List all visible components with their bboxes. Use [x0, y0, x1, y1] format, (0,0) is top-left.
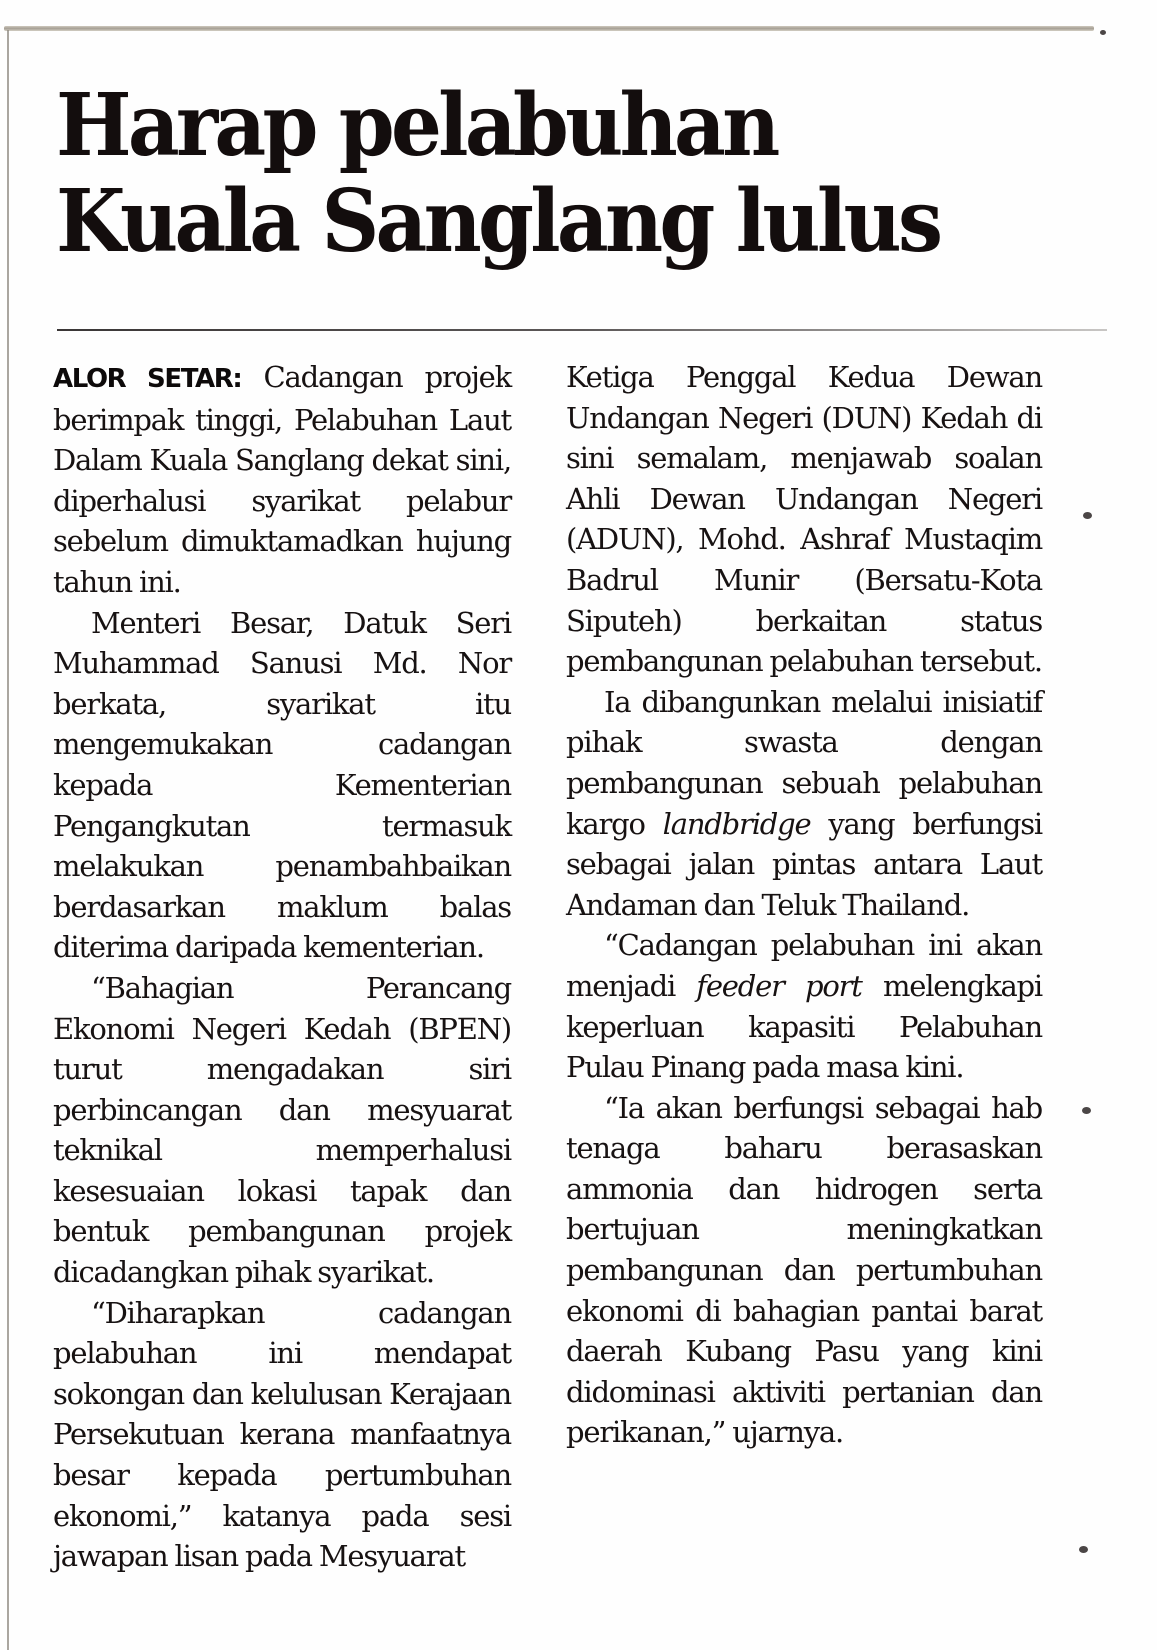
article-column-right — [566, 357, 1042, 1453]
article-column-left — [53, 357, 511, 1577]
paragraph — [566, 925, 1042, 1087]
headline-divider — [57, 329, 1107, 331]
paragraph — [53, 357, 511, 603]
paragraph-text: Cadangan projek berimpak tinggi, Pelabuhan Laut Dalam Kuala Sanglang dekat sini, diperhalusi syarikat pelabur sebelum dimuktamadkan hujung tahun ini. — [53, 360, 511, 599]
paragraph-text: yang berfungsi sebagai jalan pintas antara Laut Andaman dan Teluk Thailand. — [566, 806, 1042, 922]
italic-term: landbridge — [662, 806, 811, 841]
headline-line-1: Harap pelabuhan — [56, 75, 777, 176]
paragraph: “Bahagian Perancang Ekonomi Negeri Kedah (BPEN) turut mengadakan siri perbincangan dan mesyuarat teknikal memperhalusi kesesuaian lokasi tapak dan bentuk pembangunan projek dicadangkan pihak syarikat. — [53, 970, 511, 1290]
dateline: ALOR SETAR: — [53, 364, 242, 394]
paragraph: Menteri Besar, Datuk Seri Muhammad Sanusi Md. Nor berkata, syarikat itu mengemukakan cadangan kepada Kementerian Pengangkutan termasuk melakukan penambahbaikan berdasarkan maklum balas diterima daripada kementerian. — [53, 605, 511, 965]
scan-speck — [1082, 1107, 1091, 1114]
left-border-rule — [7, 30, 9, 1650]
italic-term: feeder port — [696, 968, 862, 1003]
paragraph: “Ia akan berfungsi sebagai hab tenaga baharu berasaskan ammonia dan hidrogen serta bertujuan meningkatkan pembangunan dan pertumbuhan ekonomi di bahagian pantai barat daerah Kubang Pasu yang kini didominasi aktiviti pertanian dan perikanan,” ujarnya. — [566, 1090, 1042, 1450]
paragraph-text: melengkapi keperluan kapasiti Pelabuhan Pulau Pinang pada masa kini. — [566, 968, 1042, 1085]
paragraph-text: “Cadangan pelabuhan ini akan menjadi — [566, 928, 1042, 1003]
scan-speck — [1079, 1546, 1088, 1553]
headline-line-2: Kuala Sanglang lulus — [56, 171, 940, 272]
paragraph — [566, 682, 1042, 926]
paragraph-text: Ia dibangunkan melalui inisiatif pihak swasta dengan pembangunan sebuah pelabuhan kargo — [566, 684, 1042, 841]
headline — [56, 75, 940, 272]
scan-speck — [1083, 512, 1092, 519]
paragraph: Ketiga Penggal Kedua Dewan Undangan Negeri (DUN) Kedah di sini semalam, menjawab soalan Ahli Dewan Undangan Negeri (ADUN), Mohd. Ashraf Mustaqim Badrul Munir (Bersatu-Kota Siputeh) berkaitan status pembangunan pelabuhan tersebut. — [566, 360, 1042, 679]
paragraph: “Diharapkan cadangan pelabuhan ini mendapat sokongan dan kelulusan Kerajaan Persekutuan kerana manfaatnya besar kepada pertumbuhan ekonomi,” katanya pada sesi jawapan lisan pada Mesyuarat — [53, 1295, 511, 1574]
top-border-rule — [4, 26, 1094, 31]
scan-speck — [1100, 30, 1106, 35]
